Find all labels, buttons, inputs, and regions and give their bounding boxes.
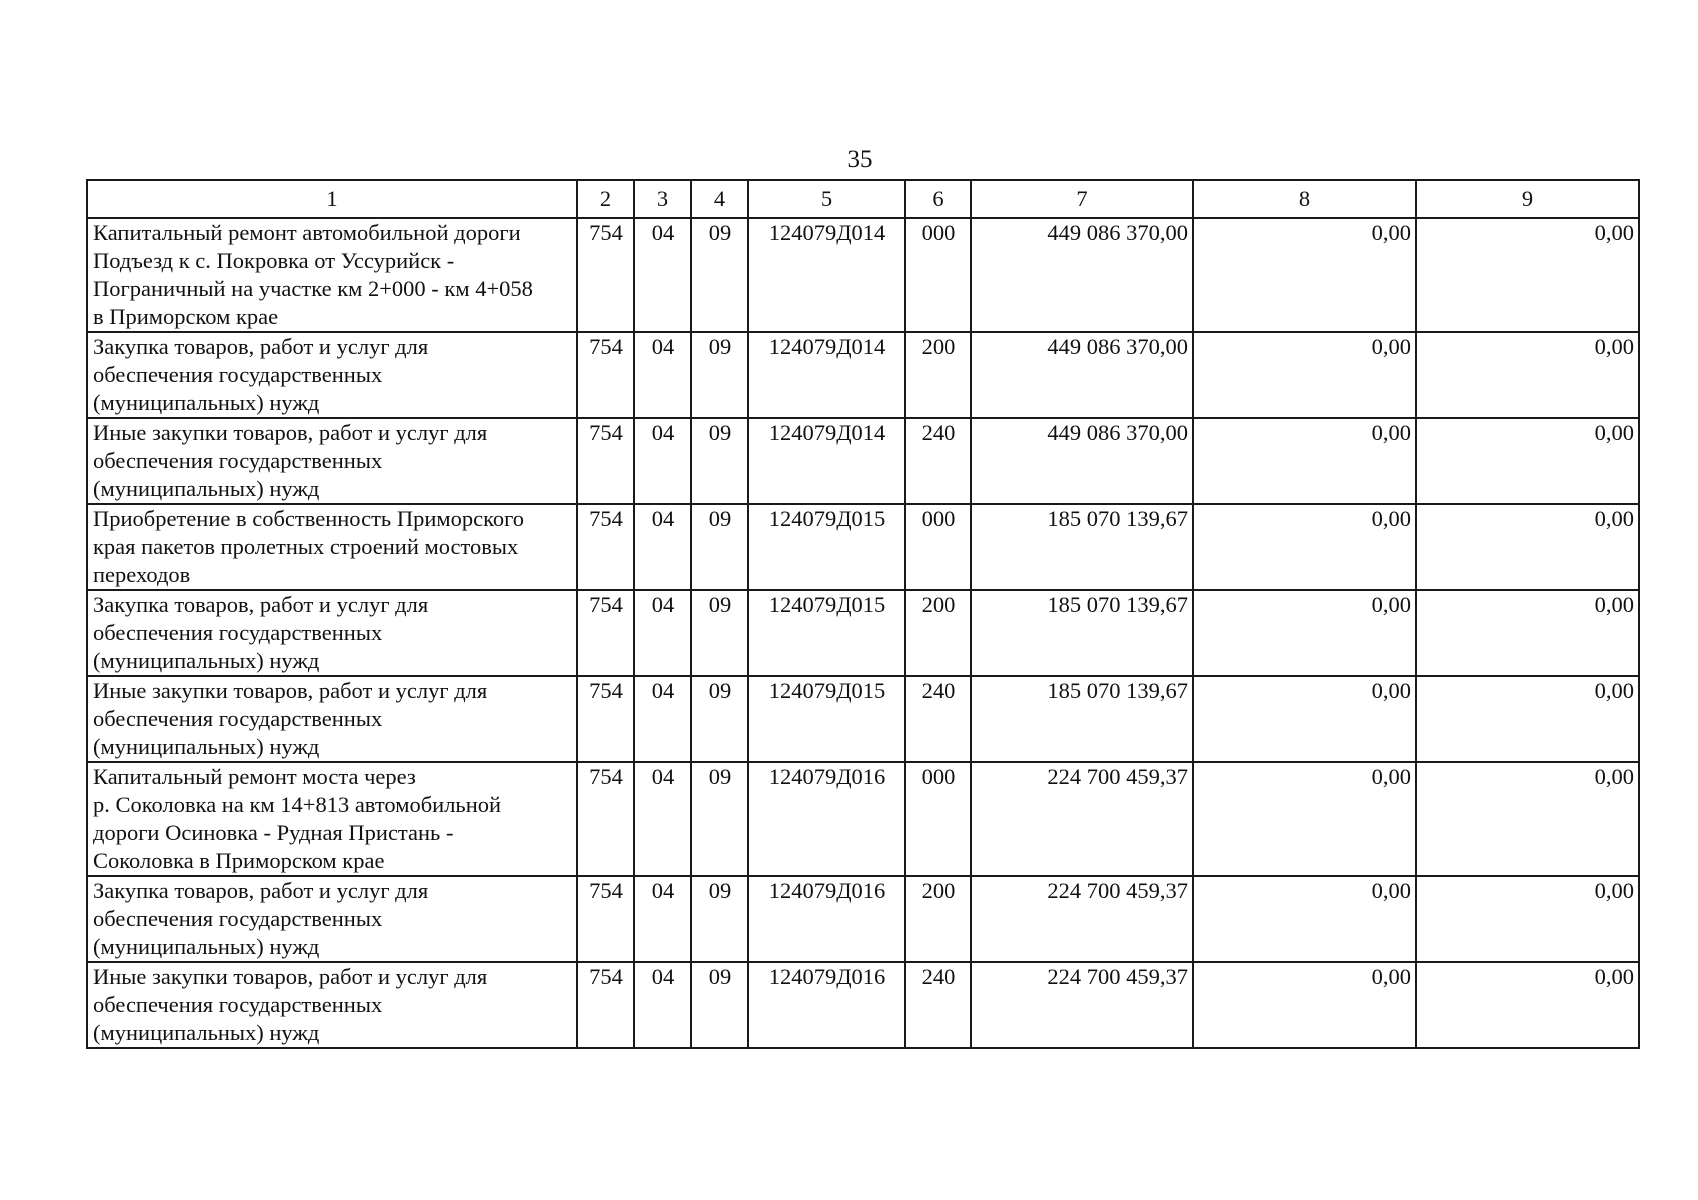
amount-cell: 0,00 [1193, 504, 1416, 590]
target-article-cell: 124079Д014 [748, 332, 905, 418]
subsection-cell: 09 [691, 876, 748, 962]
expense-type-cell: 240 [905, 418, 971, 504]
target-article-cell: 124079Д014 [748, 418, 905, 504]
target-article-cell: 124079Д016 [748, 962, 905, 1048]
section-cell: 04 [634, 332, 691, 418]
amount-cell: 0,00 [1416, 676, 1639, 762]
subsection-cell: 09 [691, 762, 748, 876]
amount-cell: 185 070 139,67 [971, 676, 1193, 762]
code-cell: 754 [577, 762, 634, 876]
section-cell: 04 [634, 218, 691, 332]
code-cell: 754 [577, 332, 634, 418]
subsection-cell: 09 [691, 590, 748, 676]
column-header-3: 3 [634, 180, 691, 218]
column-header-5: 5 [748, 180, 905, 218]
expense-type-cell: 000 [905, 504, 971, 590]
target-article-cell: 124079Д014 [748, 218, 905, 332]
code-cell: 754 [577, 418, 634, 504]
section-cell: 04 [634, 676, 691, 762]
column-header-4: 4 [691, 180, 748, 218]
amount-cell: 0,00 [1416, 590, 1639, 676]
amount-cell: 0,00 [1416, 504, 1639, 590]
table-row [87, 332, 1639, 418]
amount-cell: 224 700 459,37 [971, 962, 1193, 1048]
amount-cell: 0,00 [1193, 962, 1416, 1048]
code-cell: 754 [577, 504, 634, 590]
header-row [87, 180, 1639, 218]
section-cell: 04 [634, 962, 691, 1048]
target-article-cell: 124079Д016 [748, 762, 905, 876]
row-name-cell: Капитальный ремонт автомобильной дороги Подъезд к с. Покровка от Уссурийск - Пограничный на участке км 2+000 - км 4+058 в Приморском крае [87, 218, 577, 332]
subsection-cell: 09 [691, 962, 748, 1048]
column-header-1: 1 [87, 180, 577, 218]
section-cell: 04 [634, 590, 691, 676]
code-cell: 754 [577, 590, 634, 676]
subsection-cell: 09 [691, 418, 748, 504]
amount-cell: 224 700 459,37 [971, 762, 1193, 876]
column-header-6: 6 [905, 180, 971, 218]
expense-type-cell: 200 [905, 590, 971, 676]
target-article-cell: 124079Д016 [748, 876, 905, 962]
amount-cell: 0,00 [1193, 218, 1416, 332]
amount-cell: 0,00 [1416, 762, 1639, 876]
amount-cell: 0,00 [1416, 876, 1639, 962]
expense-type-cell: 240 [905, 676, 971, 762]
target-article-cell: 124079Д015 [748, 590, 905, 676]
subsection-cell: 09 [691, 504, 748, 590]
target-article-cell: 124079Д015 [748, 676, 905, 762]
column-header-2: 2 [577, 180, 634, 218]
expense-type-cell: 200 [905, 876, 971, 962]
expense-type-cell: 240 [905, 962, 971, 1048]
table-row [87, 762, 1639, 876]
subsection-cell: 09 [691, 332, 748, 418]
amount-cell: 0,00 [1193, 676, 1416, 762]
subsection-cell: 09 [691, 218, 748, 332]
code-cell: 754 [577, 876, 634, 962]
amount-cell: 449 086 370,00 [971, 418, 1193, 504]
amount-cell: 0,00 [1193, 876, 1416, 962]
amount-cell: 0,00 [1193, 418, 1416, 504]
code-cell: 754 [577, 962, 634, 1048]
amount-cell: 0,00 [1416, 418, 1639, 504]
expense-type-cell: 000 [905, 762, 971, 876]
row-name-cell: Закупка товаров, работ и услуг для обеспечения государственных (муниципальных) нужд [87, 590, 577, 676]
amount-cell: 185 070 139,67 [971, 590, 1193, 676]
table-row [87, 218, 1639, 332]
amount-cell: 185 070 139,67 [971, 504, 1193, 590]
table-row [87, 962, 1639, 1048]
amount-cell: 0,00 [1193, 762, 1416, 876]
column-header-7: 7 [971, 180, 1193, 218]
table-row [87, 590, 1639, 676]
row-name-cell: Капитальный ремонт моста через р. Соколовка на км 14+813 автомобильной дороги Осиновка - Рудная Пристань - Соколовка в Приморском крае [87, 762, 577, 876]
amount-cell: 0,00 [1416, 218, 1639, 332]
table-row [87, 676, 1639, 762]
target-article-cell: 124079Д015 [748, 504, 905, 590]
code-cell: 754 [577, 676, 634, 762]
column-header-9: 9 [1416, 180, 1639, 218]
amount-cell: 0,00 [1416, 332, 1639, 418]
expense-type-cell: 000 [905, 218, 971, 332]
expense-type-cell: 200 [905, 332, 971, 418]
amount-cell: 0,00 [1193, 590, 1416, 676]
section-cell: 04 [634, 762, 691, 876]
row-name-cell: Закупка товаров, работ и услуг для обеспечения государственных (муниципальных) нужд [87, 876, 577, 962]
section-cell: 04 [634, 504, 691, 590]
amount-cell: 449 086 370,00 [971, 332, 1193, 418]
section-cell: 04 [634, 418, 691, 504]
row-name-cell: Приобретение в собственность Приморского края пакетов пролетных строений мостовых переходов [87, 504, 577, 590]
row-name-cell: Закупка товаров, работ и услуг для обеспечения государственных (муниципальных) нужд [87, 332, 577, 418]
amount-cell: 0,00 [1193, 332, 1416, 418]
amount-cell: 224 700 459,37 [971, 876, 1193, 962]
budget-table [86, 179, 1640, 1049]
row-name-cell: Иные закупки товаров, работ и услуг для обеспечения государственных (муниципальных) нужд [87, 676, 577, 762]
table-row [87, 876, 1639, 962]
column-header-8: 8 [1193, 180, 1416, 218]
page-number: 35 [847, 146, 873, 173]
subsection-cell: 09 [691, 676, 748, 762]
amount-cell: 449 086 370,00 [971, 218, 1193, 332]
amount-cell: 0,00 [1416, 962, 1639, 1048]
code-cell: 754 [577, 218, 634, 332]
row-name-cell: Иные закупки товаров, работ и услуг для обеспечения государственных (муниципальных) нужд [87, 418, 577, 504]
table-row [87, 418, 1639, 504]
section-cell: 04 [634, 876, 691, 962]
row-name-cell: Иные закупки товаров, работ и услуг для обеспечения государственных (муниципальных) нужд [87, 962, 577, 1048]
table-row [87, 504, 1639, 590]
